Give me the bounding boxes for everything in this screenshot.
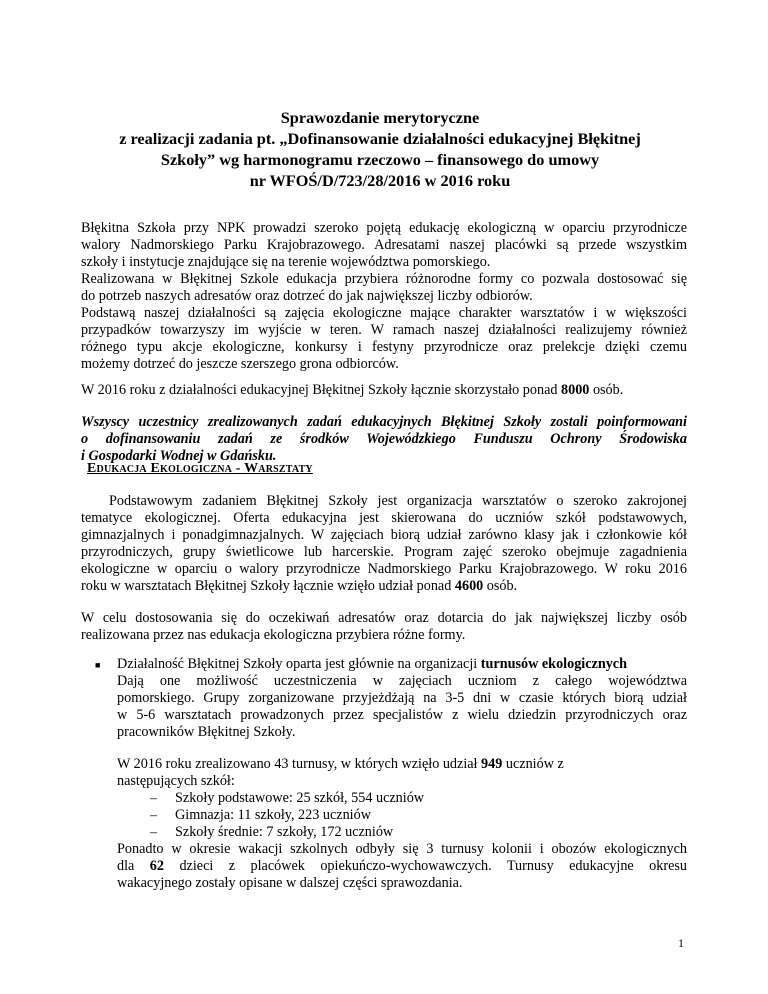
- turnusy-count: 949: [481, 756, 503, 772]
- bullet-text: Działalność Błękitnej Szkoły oparta jest głównie na organizacji: [117, 656, 481, 672]
- workshops-line: przyrodniczych, grupy świetlicowe lub harcerskie. Program zajęć szeroko obejmuje zagadnienia: [81, 544, 687, 560]
- document-title: [80, 107, 680, 191]
- turnusy-text-end: dzieci z placówek opiekuńczo-wychowawczych. Turnusy edukacyjne okresu: [163, 858, 687, 874]
- funding-line: Wszyscy uczestnicy zrealizowanych zadań edukacyjnych Błękitnej Szkoły zostali poinformowani: [81, 414, 687, 430]
- title-line: Sprawozdanie merytoryczne: [280, 108, 480, 127]
- children-count: 62: [149, 858, 164, 874]
- intro-line: przypadków towarzyszy im wyjście w teren. W ramach naszej działalności realizujemy również: [81, 322, 687, 338]
- forms-paragraph: [81, 610, 687, 644]
- intro-line: Podstawą naszej działalności są zajęcia ekologiczne mające charakter warsztatów i w większości: [81, 305, 687, 321]
- title-line: Szkoły” wg harmonogramu rzeczowo – finansowego do umowy: [160, 150, 600, 169]
- school-stat: Szkoły średnie: 7 szkoły, 172 uczniów: [175, 824, 394, 840]
- dash-icon: –: [150, 808, 157, 823]
- turnusy-line: wakacyjnego zostały opisane w dalszej części sprawozdania.: [117, 875, 463, 891]
- intro-line: możemy dotrzeć do jeszcze szerszego grona odbiorców.: [81, 356, 399, 372]
- turnusy-paragraph: [117, 756, 687, 892]
- turnusy-line: Ponadto w okresie wakacji szkolnych odbyły się 3 turnusy kolonii i obozów ekologicznych: [117, 841, 687, 857]
- dash-icon: –: [150, 825, 157, 840]
- summary-paragraph: [81, 382, 687, 399]
- funding-line: o dofinansowaniu zadań ze środków Wojewódzkiego Funduszu Ochrony Środowiska: [81, 431, 687, 447]
- intro-line: do potrzeb naszych adresatów oraz dotrzeć do jak największej liczby odbiorów.: [81, 288, 533, 304]
- workshops-line: gimnazjalnych i ponadgimnazjalnych. W zajęciach biorą udział zarówno klasy jak i członkowie kół: [81, 527, 687, 543]
- page-number: 1: [678, 936, 684, 950]
- section-heading: Edukacja Ekologiczna - Warsztaty: [87, 461, 313, 476]
- bullet-line: pracowników Błękitnej Szkoły.: [117, 724, 296, 740]
- bullet-square-icon: ■: [95, 660, 101, 670]
- funding-notice: [81, 414, 687, 465]
- school-stat: Szkoły podstawowe: 25 szkół, 554 uczniów: [175, 790, 425, 806]
- intro-line: Realizowana w Błękitnej Szkole edukacja przybiera różnorodne formy co pozwala dostosować się: [81, 271, 687, 287]
- funding-line: i Gospodarki Wodnej w Gdańsku.: [81, 448, 277, 464]
- bullet-line: w 5-6 warsztatach prowadzonych przez specjalistów z wielu dziedzin przyrodniczych oraz: [117, 707, 687, 723]
- forms-line: realizowana przez nas edukacja ekologiczna przybiera różne formy.: [81, 627, 466, 643]
- workshops-line: Podstawowym zadaniem Błękitnej Szkoły jest organizacja warsztatów o szeroko zakrojonej: [109, 493, 687, 509]
- forms-line: W celu dostosowania się do oczekiwań adresatów oraz dotarcia do jak największej liczby osób: [81, 610, 687, 626]
- title-line: z realizacji zadania pt. „Dofinansowanie działalności edukacyjnej Błękitnej: [119, 129, 641, 148]
- intro-line: Błękitna Szkoła przy NPK prowadzi szeroko pojętą edukację ekologiczną w oparciu przyrodnicze: [81, 220, 687, 236]
- workshops-line: roku w warsztatach Błękitnej Szkoły łącznie wzięło udział ponad: [81, 578, 455, 594]
- intro-line: walory Nadmorskiego Parku Krajobrazowego. Adresatami naszej placówki są przede wszystkim: [81, 237, 687, 253]
- intro-line: różnego typu akcje ekologiczne, konkursy i festyny przyrodnicze oraz prelekcje dzięki czemu: [81, 339, 687, 355]
- bullet-item: [117, 656, 687, 741]
- intro-line: szkoły i instytucje znajdujące się na terenie województwa pomorskiego.: [81, 254, 491, 270]
- intro-paragraph: [81, 220, 687, 373]
- bullet-line: Dają one możliwość uczestniczenia w zajęciach uczniom z całego województwa: [117, 673, 687, 689]
- workshops-count: 4600: [454, 578, 484, 594]
- turnusy-text: dla: [117, 858, 150, 874]
- workshops-line: ekologiczne w oparciu o walory przyrodnicze Nadmorskiego Parku Krajobrazowego. W roku 2016: [81, 561, 687, 577]
- turnusy-text-end: uczniów z: [502, 756, 564, 772]
- summary-text-end: osób.: [589, 382, 624, 398]
- summary-text: W 2016 roku z działalności edukacyjnej Błękitnej Szkoły łącznie skorzystało ponad: [81, 382, 562, 398]
- summary-count: 8000: [561, 382, 590, 398]
- turnusy-text: W 2016 roku zrealizowano 43 turnusy, w których wzięło udział: [117, 756, 482, 772]
- workshops-paragraph: [81, 493, 687, 595]
- school-stat: Gimnazja: 11 szkoły, 223 uczniów: [175, 807, 371, 823]
- bullet-bold-text: turnusów ekologicznych: [480, 656, 627, 672]
- workshops-line-end: osób.: [483, 578, 518, 594]
- turnusy-line: następujących szkół:: [117, 773, 235, 789]
- bullet-line: pomorskiego. Grupy zorganizowane przyjeżdżają na 3-5 dni w czasie których biorą udział: [117, 690, 687, 706]
- workshops-line: tematyce ekologicznej. Oferta edukacyjna jest skierowana do uczniów szkół podstawowych,: [81, 510, 687, 526]
- title-line: nr WFOŚ/D/723/28/2016 w 2016 roku: [249, 171, 511, 190]
- dash-icon: –: [150, 791, 157, 806]
